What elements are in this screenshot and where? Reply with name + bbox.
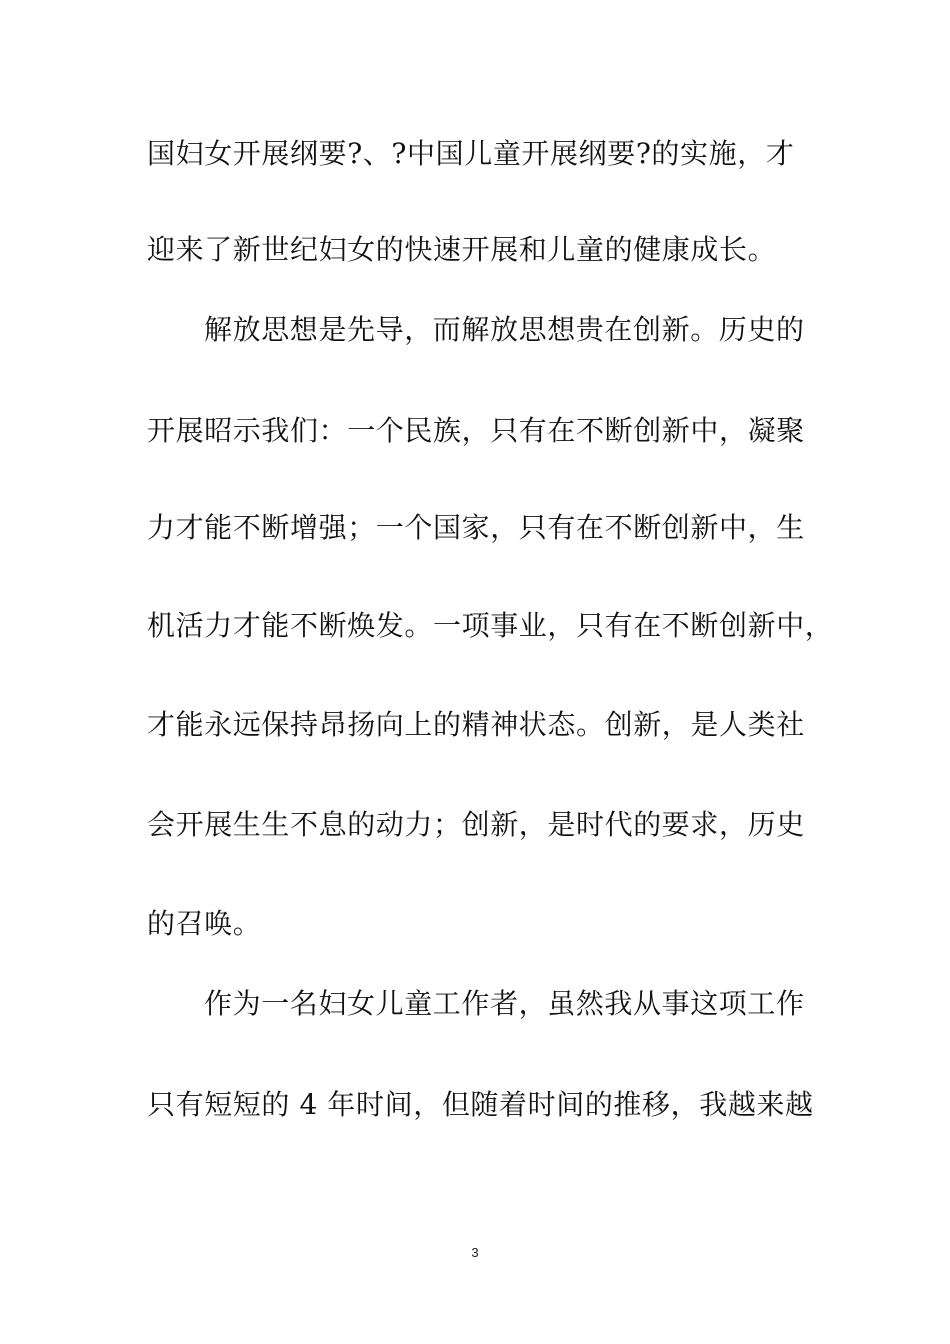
text-line: 只有短短的 4 年时间，但随着时间的推移，我越来越: [147, 1088, 814, 1121]
text-line: 力才能不断增强；一个国家，只有在不断创新中，生: [147, 511, 805, 544]
text-line: 才能永远保持昂扬向上的精神状态。创新，是人类社: [147, 708, 805, 741]
text-line: 的召唤。: [147, 907, 262, 940]
page-number: 3: [471, 1245, 479, 1260]
paragraph-start-line: 解放思想是先导，而解放思想贵在创新。历史的: [204, 313, 805, 346]
paragraph-start-line: 作为一名妇女儿童工作者，虽然我从事这项工作: [204, 987, 805, 1020]
text-line: 机活力才能不断焕发。一项事业，只有在不断创新中，: [147, 609, 834, 642]
text-line: 迎来了新世纪妇女的快速开展和儿童的健康成长。: [147, 233, 777, 266]
text-line: 会开展生生不息的动力；创新，是时代的要求，历史: [147, 808, 805, 841]
text-line: 开展昭示我们：一个民族，只有在不断创新中，凝聚: [147, 414, 805, 447]
text-line: 国妇女开展纲要?、?中国儿童开展纲要?的实施，才: [147, 137, 795, 170]
